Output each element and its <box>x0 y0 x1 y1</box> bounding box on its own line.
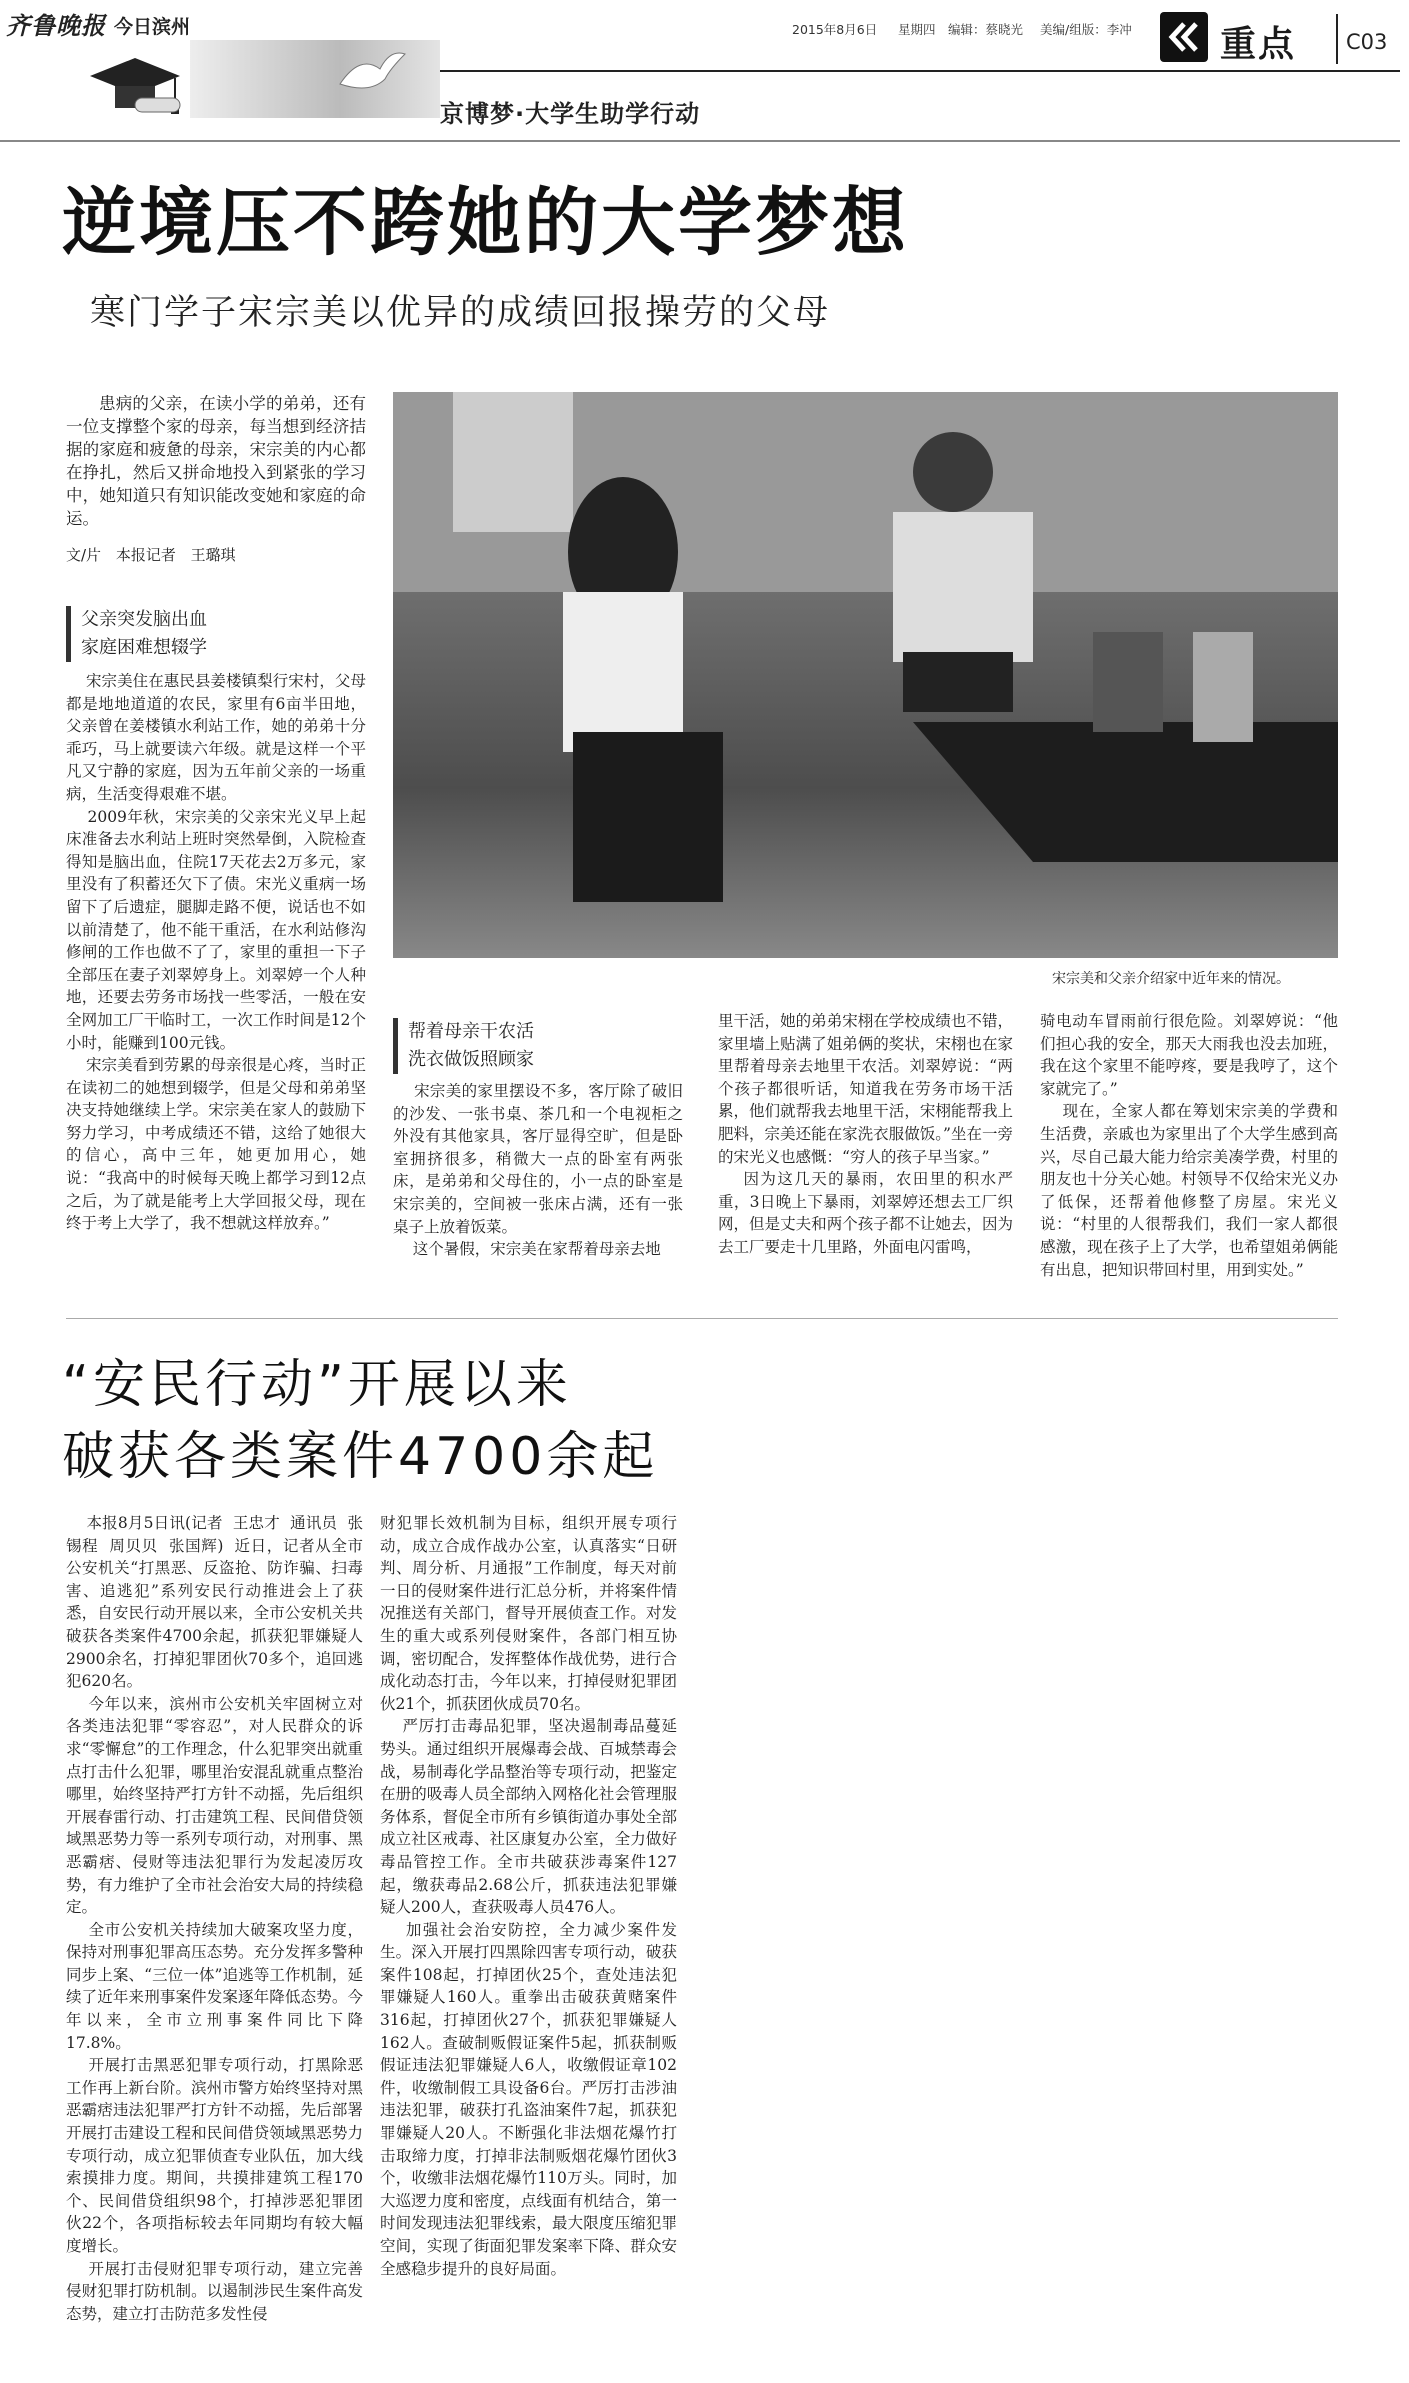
double-chevron-left-icon <box>1160 12 1208 62</box>
issue-weekday: 星期四 <box>898 22 936 37</box>
page-number: C03 <box>1346 30 1388 54</box>
story1-headline: 逆境压不跨她的大学梦想 <box>62 180 909 266</box>
edition-name: 今日滨州 <box>114 16 191 38</box>
section-label: 重点 <box>1220 24 1297 65</box>
story2-column-1: 本报8月5日讯(记者 王忠才 通讯员 张锡程 周贝贝 张国辉) 近日，记者从全市公安机关“打黑恶、反盗抢、防诈骗、扫毒害、追逃犯”系列安民行动推进会上了获悉，自安民行动开展以来，全市公安机关共破获各类案件4700余起，抓获犯罪嫌疑人2900余名，打掉犯罪团伙70多个，追回逃犯620名。 今年以来，滨州市公安机关牢固树立对各类违法犯罪“零容忍”，对人民群众的诉求“零懈怠”的工作理念，什么犯罪突出就重点打击什么犯罪，哪里治安混乱就重点整治哪里，始终坚持严打方针不动摇，先后组织开展春雷行动、打击建筑工程、民间借贷领域黑恶势力等一系列专项行动，对刑事、黑恶霸痞、侵财等违法犯罪行为发起凌厉攻势，有力维护了全市社会治安大局的持续稳定。 全市公安机关持续加大破案攻坚力度，保持对刑事犯罪高压态势。充分发挥多警种同步上案、“三位一体”追逃等工作机制，延续了近年来刑事案件发案逐年降低态势。今年以来，全市立刑事案件同比下降17.8%。 开展打击黑恶犯罪专项行动，打黑除恶工作再上新台阶。滨州市警方始终坚持对黑恶霸痞违法犯罪严打方针不动摇，先后部署开展打击建设工程和民间借贷领域黑恶势力专项行动，成立犯罪侦查专业队伍，加大线索摸排力度。期间，共摸排建筑工程170个、民间借贷组织98个，打掉涉恶犯罪团伙22个，各项指标较去年同期均有较大幅度增长。 开展打击侵财犯罪专项行动，建立完善侵财犯罪打防机制。以遏制涉民生案件高发态势，建立打击防范多发性侵 <box>66 1514 363 2323</box>
story2-headline-line1: “安民行动”开展以来 <box>62 1355 572 1415</box>
photo-caption: 宋宗美和父亲介绍家中近年来的情况。 <box>1052 971 1290 987</box>
story1-column-4: 骑电动车冒雨前行很危险。刘翠婷说：“他们担心我的安全，那天大雨我也没去加班，我在这个家里不能哼疼，要是我哼了，这个家就完了。” 现在，全家人都在筹划宋宗美的学费和生活费，亲戚也为家里出了个大学生感到高兴，尽自己最大能力给宗美凑学费，村里的朋友也十分关心她。村领导不仅给宋光义办了低保，还帮着他修整了房屋。宋光义说：“村里的人很帮我们，我们一家人都很感激，现在孩子上了大学，也希望姐弟俩能有出息，把知识带回村里，用到实处。” <box>1040 1012 1338 1279</box>
designer-credit: 美编/组版：李冲 <box>1040 22 1132 37</box>
newspaper-brand: 齐鲁晚报 <box>6 11 106 40</box>
section-marker <box>1160 12 1208 62</box>
byline-role: 本报记者 <box>115 546 176 564</box>
subhead-2-line2: 洗衣做饭照顾家 <box>408 1049 534 1070</box>
story1-column-1: 宋宗美住在惠民县姜楼镇梨行宋村，父母都是地地道道的农民，家里有6亩半田地，父亲曾在姜楼镇水利站工作，她的弟弟十分乖巧，马上就要读六年级。就是这样一个平凡又宁静的家庭，因为五年前父亲的一场重病，生活变得艰难不堪。 2009年秋，宋宗美的父亲宋光义早上起床准备去水利站上班时突然晕倒，入院检查得知是脑出血，住院17天花去2万多元，家里没有了积蓄还欠下了债。宋光义重病一场留下了后遗症，腿脚走路不便，说话也不如以前清楚了，他不能干重活，在水利站修沟修闸的工作也做不了了，家里的重担一下子全部压在妻子刘翠婷身上。刘翠婷一个人种地，还要去劳务市场找一些零活，一般在安全网加工厂干临时工，一次工作时间是12个小时，能赚到100元钱。 宋宗美看到劳累的母亲很是心疼，当时正在读初二的她想到辍学，但是父母和弟弟坚决支持她继续上学。宋宗美在家人的鼓励下努力学习，中考成绩还不错，这给了她很大的信心，高中三年，她更加用心，她说：“我高中的时候每天晚上都学习到12点之后，为了就是能考上大学回报父母，现在终于考上大学了，我不想就这样放弃。” <box>66 672 366 1233</box>
story1-subhead-2 <box>393 1018 534 1074</box>
story2-column-2: 财犯罪长效机制为目标，组织开展专项行动，成立合成作战办公室，认真落实“日研判、周分析、月通报”工作制度，每天对前一日的侵财案件进行汇总分析，并将案件情况推送有关部门，督导开展侦查工作。对发生的重大或系列侵财案件，各部门相互协调，密切配合，发挥整体作战优势，进行合成化动态打击，今年以来，打掉侵财犯罪团伙21个，抓获团伙成员70名。 严厉打击毒品犯罪，坚决遏制毒品蔓延势头。通过组织开展爆毒会战、百城禁毒会战，易制毒化学品整治等专项行动，把鉴定在册的吸毒人员全部纳入网格化社会管理服务体系，督促全市所有乡镇街道办事处全部成立社区戒毒、社区康复办公室，全力做好毒品管控工作。全市共破获涉毒案件127起，缴获毒品2.68公斤，抓获违法犯罪嫌疑人200人，查获吸毒人员476人。 加强社会治安防控，全力减少案件发生。深入开展打四黑除四害专项行动，破获案件108起，打掉团伙25个，查处违法犯罪嫌疑人160人。重拳出击破获黄赌案件316起，打掉团伙27个，抓获犯罪嫌疑人162人。查破制贩假证案件5起，抓获制贩假证违法犯罪嫌疑人6人，收缴假证章102件，收缴制假工具设备6台。严厉打击涉油违法犯罪，破获打孔盗油案件7起，抓获犯罪嫌疑人20人。不断强化非法烟花爆竹打击取缔力度，打掉非法制贩烟花爆竹团伙3个，收缴非法烟花爆竹110万头。同时，加大巡逻力度和密度，点线面有机结合，第一时间发现违法犯罪线索，最大限度压缩犯罪空间，实现了街面犯罪发案率下降、群众安全感稳步提升的良好局面。 <box>380 1514 677 2278</box>
story1-subhead-1 <box>66 606 207 662</box>
masthead <box>0 0 1409 150</box>
banner-rule <box>0 140 1400 142</box>
issue-date: 2015年8月6日 <box>792 22 878 37</box>
photo-scene-illustration <box>393 392 1338 958</box>
story1-lead: 患病的父亲，在读小学的弟弟，还有一位支撑整个家的母亲，每当想到经济拮据的家庭和疲惫的母亲，宋宗美的内心都在挣扎，然后又拼命地投入到紧张的学习中，她知道只有知识能改变她和家庭的命运。 <box>66 394 366 528</box>
section-divider <box>1336 14 1338 64</box>
dove-icon <box>330 44 410 104</box>
graduation-cap-icon <box>80 38 190 128</box>
byline-reporter: 王璐琪 <box>190 546 236 564</box>
story2-headline-line2: 破获各类案件4700余起 <box>62 1427 659 1487</box>
byline-prefix: 文/片 <box>66 546 102 564</box>
editor-credit: 编辑：蔡晓光 <box>948 22 1024 37</box>
story1-column-3: 里干活，她的弟弟宋栩在学校成绩也不错，家里墙上贴满了姐弟俩的奖状，宋栩也在家里帮着母亲去地里干农活。刘翠婷说：“两个孩子都很听话，知道我在劳务市场干活累，他们就帮我去地里干活，宋栩能帮我上肥料，宗美还能在家洗衣服做饭。”坐在一旁的宋光义也感慨：“穷人的孩子早当家。” 因为这几天的暴雨，农田里的积水严重，3日晚上下暴雨，刘翠婷还想去工厂织网，但是丈夫和两个孩子都不让她去，因为去工厂要走十几里路，外面电闪雷鸣， <box>718 1012 1013 1256</box>
story1-byline <box>66 544 236 565</box>
subhead-2-line1: 帮着母亲干农活 <box>408 1021 534 1042</box>
story-photo <box>393 392 1338 958</box>
story1-column-2: 宋宗美的家里摆设不多，客厅除了破旧的沙发、一张书桌、茶几和一个电视柜之外没有其他家具，客厅显得空旷，但是卧室拥挤很多，稍微大一点的卧室有两张床，是弟弟和父母住的，小一点的卧室是宋宗美的，空间被一张床占满，还有一张桌子上放着饭菜。 这个暑假，宋宗美在家帮着母亲去地 <box>393 1082 683 1259</box>
story-separator <box>66 1318 1338 1319</box>
subhead-1-line1: 父亲突发脑出血 <box>81 609 207 630</box>
campaign-title: 京博梦·大学生助学行动 <box>440 100 701 128</box>
header-rule <box>440 70 1400 72</box>
subhead-1-line2: 家庭困难想辍学 <box>81 637 207 658</box>
story1-subheadline: 寒门学子宋宗美以优异的成绩回报操劳的父母 <box>90 293 831 333</box>
